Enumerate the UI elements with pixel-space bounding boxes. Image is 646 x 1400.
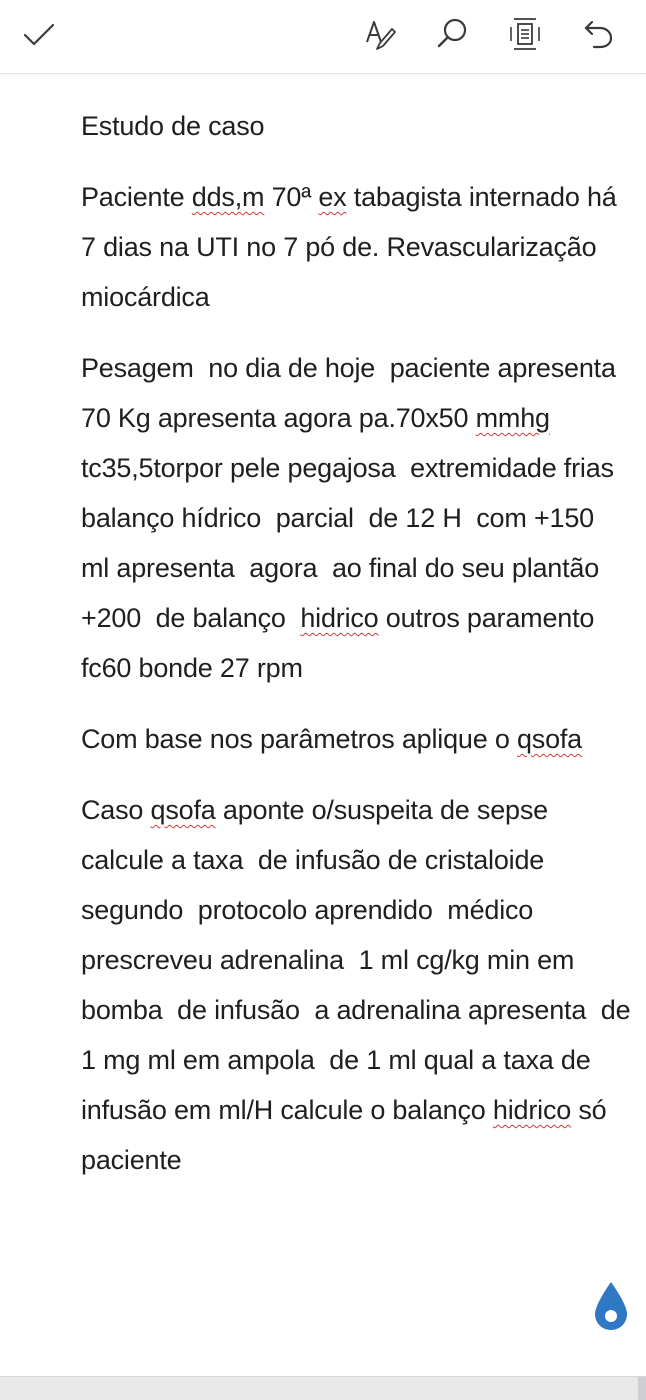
search-button[interactable] [430,12,474,56]
misspelled-word: ex [318,182,347,212]
text-run: 70ª [264,182,319,212]
misspelled-word: qsofa [516,724,583,754]
reading-view-button[interactable] [503,12,547,56]
misspelled-word: hidrico [300,603,379,633]
checkmark-icon [21,19,57,49]
paragraph-qsofa [81,714,636,764]
text-run: tabagista internado há 7 dias na UTI no 7 pó de. Revascularização miocárdica [81,182,624,312]
text-run: Paciente [81,182,192,212]
search-icon [434,16,470,52]
bottom-bar [0,1376,646,1400]
pen-draw-icon [363,16,397,52]
paragraph-infusion [81,785,636,1185]
top-toolbar [0,0,646,74]
undo-icon [580,16,616,52]
reading-view-icon [507,15,543,53]
misspelled-word: dds,m [191,182,265,212]
paragraph-patient [81,172,636,322]
text-run: Pesagem no dia de hoje paciente apresenta 70 Kg apresenta agora pa.70x50 [81,353,624,433]
ink-drop-icon [592,1280,630,1332]
text-run: aponte o/suspeita de sepse calcule a taxa de infusão de cristaloide segundo protocolo aprendido médico prescreveu adrenalina 1 ml cg/kg min em bomba de infusão a adrenalina apresenta de 1 mg ml em ampola de 1 ml qual a taxa de infusão em ml/H calcule o balanço [81,795,638,1125]
text-run: só paciente [81,1095,614,1175]
misspelled-word: qsofa [150,795,216,825]
ink-drop-button[interactable] [592,1280,630,1332]
undo-button[interactable] [576,12,620,56]
misspelled-word: hidrico [492,1095,572,1125]
text-run: tc35,5torpor pele pegajosa extremidade frias balanço hídrico parcial de 12 H com +150 ml apresenta agora ao final do seu plantão +200 de balanço [81,403,622,633]
misspelled-word: mmhg [475,403,550,433]
scroll-handle[interactable] [638,1377,646,1400]
draw-button[interactable] [358,12,402,56]
text-run: outros paramento fc60 bonde 27 rpm [81,603,602,683]
paragraph-title: Estudo de caso [81,111,265,141]
confirm-button[interactable] [17,12,61,56]
text-run: Com base nos parâmetros aplique o [81,724,517,754]
document-body[interactable] [81,101,636,1206]
paragraph-vitals [81,343,636,693]
text-run: Caso [81,795,151,825]
